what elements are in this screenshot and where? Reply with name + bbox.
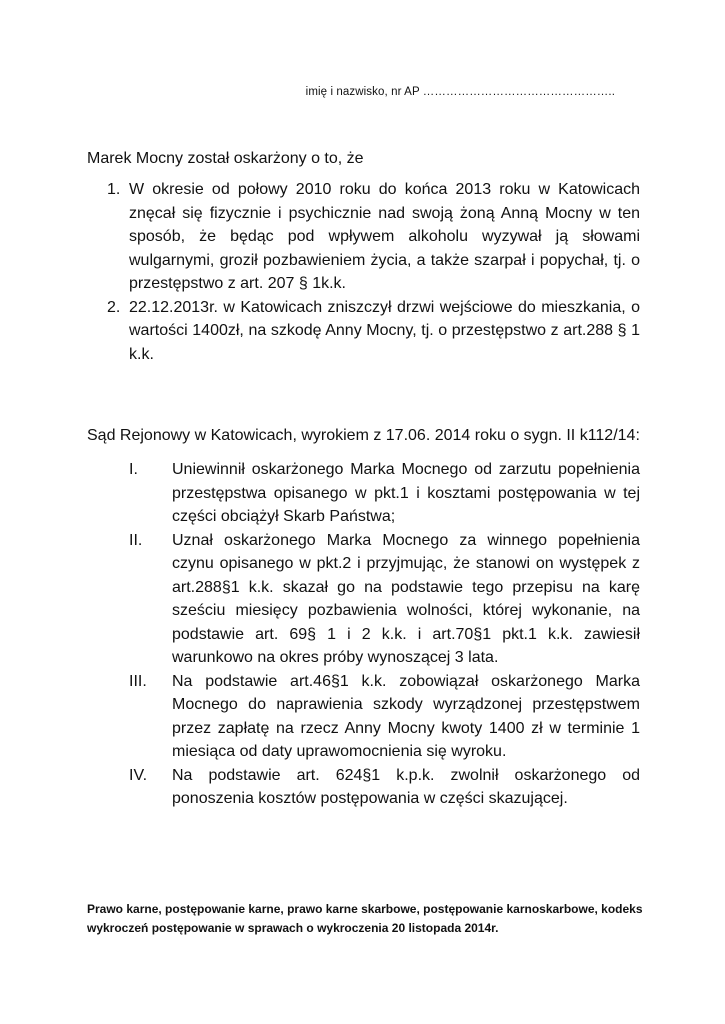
charge-number: 1. bbox=[107, 181, 121, 198]
charge-number: 2. bbox=[107, 298, 121, 316]
charges-list bbox=[87, 178, 640, 366]
ruling-number: I. bbox=[129, 461, 138, 478]
ruling-text: Uznał oskarżonego Marka Mocnego za winnego popełnienia czynu opisanego w pkt.2 i przyjmując, że stanowi on występek z art.288§1 k.k. skazał go na podstawie tego przepisu na karę sześciu miesięcy pozbawienia wolności, której wykonanie, na podstawie art. 69§ 1 i 2 k.k. i art.70§1 pkt.1 k.k. zawiesił warunkowo na okres próby wynoszącej 3 lata. bbox=[172, 531, 640, 666]
ruling-item bbox=[87, 764, 640, 811]
court-verdict-intro: Sąd Rejonowy w Katowicach, wyrokiem z 17.06. 2014 roku o sygn. II k112/14: bbox=[87, 427, 640, 444]
ruling-text: Na podstawie art.46§1 k.k. zobowiązał oskarżonego Marka Mocnego do naprawienia szkody wyrządzonej przestępstwem przez zapłatę na rzecz Anny Mocny kwoty 1400 zł w terminie 1 miesiąca od daty uprawomocnienia się wyroku. bbox=[172, 672, 640, 760]
ruling-item bbox=[87, 670, 640, 764]
ruling-number: IV. bbox=[129, 766, 148, 784]
footer-subject-and-date: Prawo karne, postępowanie karne, prawo karne skarbowe, postępowanie karnoskarbowe, kodeks wykroczeń postępowanie w sprawach o wykroczenia 20 listopada 2014r. bbox=[87, 902, 643, 935]
charge-item bbox=[87, 178, 640, 296]
ruling-item bbox=[87, 458, 640, 529]
ruling-number: II. bbox=[129, 531, 143, 549]
ruling-text: Na podstawie art. 624§1 k.p.k. zwolnił oskarżonego od ponoszenia kosztów postępowania w części skazującej. bbox=[172, 766, 640, 807]
charge-item bbox=[87, 296, 640, 367]
charge-text: 22.12.2013r. w Katowicach zniszczył drzwi wejściowe do mieszkania, o wartości 1400zł, na szkodę Anny Mocny, tj. o przestępstwo z art.288 § 1 k.k. bbox=[129, 298, 640, 363]
verdict-rulings-list bbox=[87, 458, 640, 811]
charge-text: W okresie od połowy 2010 roku do końca 2013 roku w Katowicach znęcał się fizycznie i psychicznie nad swoją żoną Anną Mocny w ten sposób, że będąc pod wpływem alkoholu wyzywał ją słowami wulgarnymi, groził pozbawieniem życia, a także szarpał i popychał, tj. o przestępstwo z art. 207 § 1k.k. bbox=[129, 181, 640, 292]
accusation-intro: Marek Mocny został oskarżony o to, że bbox=[87, 150, 364, 167]
ruling-text: Uniewinnił oskarżonego Marka Mocnego od zarzutu popełnienia przestępstwa opisanego w pkt.1 i kosztami postępowania w tej części obciążył Skarb Państwa; bbox=[172, 461, 640, 525]
ruling-number: III. bbox=[129, 672, 147, 690]
ruling-item bbox=[87, 529, 640, 670]
name-and-ap-number-line: imię i nazwisko, nr AP ………………………………………….. bbox=[305, 86, 615, 98]
